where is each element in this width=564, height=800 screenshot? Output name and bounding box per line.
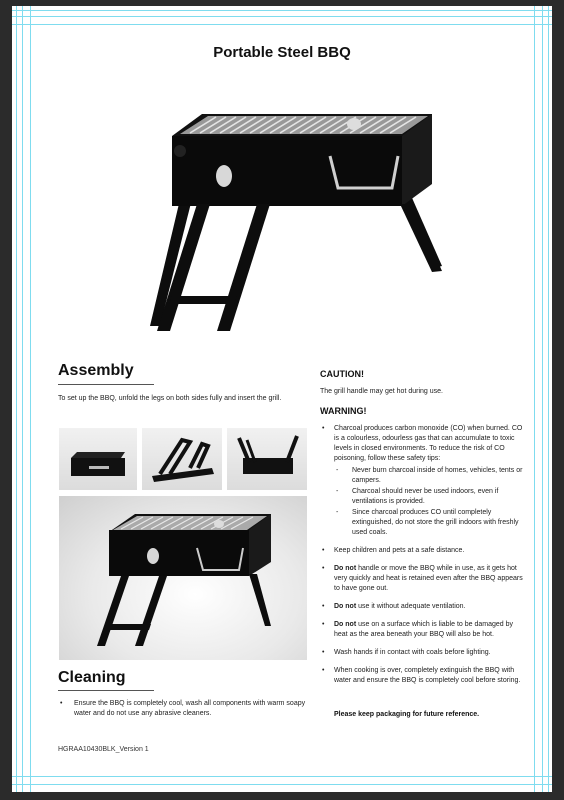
assembled-bbq-image bbox=[59, 496, 307, 660]
guide-line bbox=[534, 6, 535, 792]
assembly-step-2-image bbox=[142, 428, 222, 490]
assembly-text: To set up the BBQ, unfold the legs on both sides fully and insert the grill. bbox=[58, 395, 282, 402]
list-item: • Wash hands if in contact with coals before lighting. bbox=[320, 648, 525, 658]
guide-line bbox=[12, 10, 552, 11]
bbq-hero-image bbox=[142, 96, 442, 346]
list-item: • When cooking is over, completely extinguish the BBQ with water and ensure the BBQ is completely cool before storing. bbox=[320, 666, 525, 686]
list-item: - Never burn charcoal inside of homes, vehicles, tents or campers. bbox=[334, 466, 525, 486]
guide-line bbox=[542, 6, 543, 792]
guide-line bbox=[12, 16, 552, 17]
page-title: Portable Steel BBQ bbox=[213, 44, 351, 61]
assembly-step-3-image bbox=[227, 428, 307, 490]
warning-heading: WARNING! bbox=[320, 406, 367, 416]
footer-code: HGRAA10430BLK_Version 1 bbox=[58, 746, 149, 753]
guide-line bbox=[12, 776, 552, 777]
guide-line bbox=[548, 6, 549, 792]
co-tips-list bbox=[334, 466, 525, 538]
caution-text: The grill handle may get hot during use. bbox=[320, 388, 443, 395]
list-item bbox=[320, 620, 525, 640]
guide-line bbox=[22, 6, 23, 792]
list-item bbox=[320, 602, 525, 612]
keep-packaging-note: Please keep packaging for future reference. bbox=[334, 711, 480, 718]
list-item bbox=[320, 424, 525, 538]
cleaning-heading: Cleaning bbox=[58, 669, 126, 686]
caution-heading: CAUTION! bbox=[320, 369, 364, 379]
guide-line bbox=[12, 784, 552, 785]
list-item-text: use on a surface which is liable to be damaged by heat as the area beneath your BBQ will also be hot. bbox=[334, 621, 513, 638]
list-item: - Charcoal should never be used indoors, even if ventilations is provided. bbox=[334, 487, 525, 507]
emphasis: Do not bbox=[334, 603, 357, 610]
list-item bbox=[320, 564, 525, 594]
list-item-text: use it without adequate ventilation. bbox=[356, 603, 466, 610]
guide-line bbox=[12, 24, 552, 25]
assembly-heading: Assembly bbox=[58, 362, 134, 379]
heading-underline bbox=[58, 384, 154, 385]
guide-line bbox=[30, 6, 31, 792]
co-warning-text: Charcoal produces carbon monoxide (CO) when burned. CO is a colourless, odourless gas that can accumulate to toxic levels in closed environments. To reduce the risk of CO poisoning, follow these safety tips: bbox=[334, 425, 523, 462]
guide-line bbox=[16, 6, 17, 792]
list-item-text: handle or move the BBQ while in use, as it gets hot very quickly and heat is retained even after the BBQ appears to have gone out. bbox=[334, 565, 523, 592]
warning-list bbox=[320, 424, 525, 694]
document-page bbox=[12, 6, 552, 792]
emphasis: Do not bbox=[334, 565, 357, 572]
assembly-step-1-image bbox=[59, 428, 137, 490]
emphasis: Do not bbox=[334, 621, 357, 628]
heading-underline bbox=[58, 690, 154, 691]
list-item: • Keep children and pets at a safe distance. bbox=[320, 546, 525, 556]
list-item: - Since charcoal produces CO until completely extinguished, do not store the grill indoors with freshly used coals. bbox=[334, 508, 525, 538]
cleaning-item: • Ensure the BBQ is completely cool, wash all components with warm soapy water and do not use any abrasive cleaners. bbox=[58, 699, 308, 719]
